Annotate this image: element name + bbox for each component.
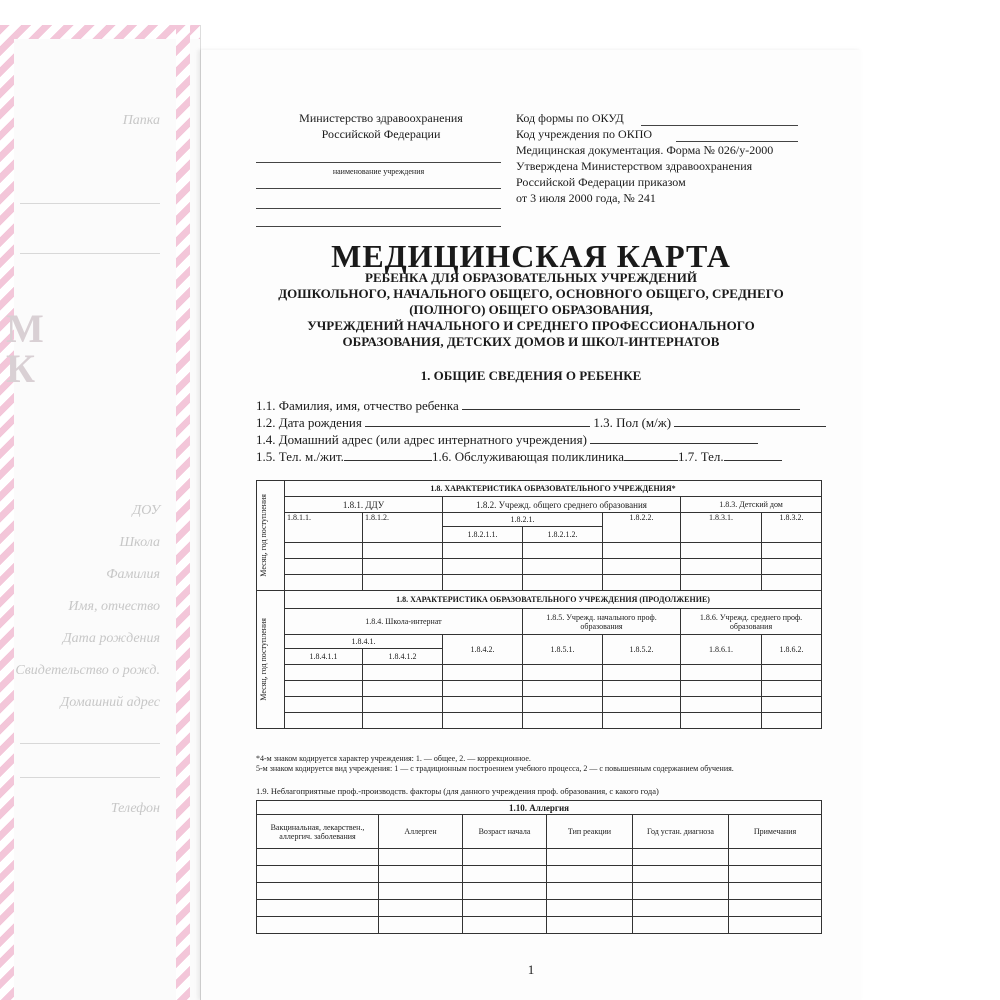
table-cell[interactable] <box>729 849 822 866</box>
table-cell[interactable] <box>443 559 523 575</box>
subtitle-line: (ПОЛНОГО) ОБЩЕГО ОБРАЗОВАНИЯ, <box>409 302 653 317</box>
table-cell[interactable] <box>633 849 729 866</box>
table-cell[interactable] <box>762 543 822 559</box>
table-cell[interactable] <box>363 559 443 575</box>
table-cell[interactable] <box>681 681 762 697</box>
table-cell[interactable] <box>463 883 547 900</box>
col-header: 1.8.4.1.1 <box>285 649 363 665</box>
group-header: 1.8.2. Учрежд. общего среднего образования <box>443 497 681 513</box>
col-header: 1.8.2.1.1. <box>443 527 523 543</box>
table-cell[interactable] <box>363 543 443 559</box>
subtitle-line: ОБРАЗОВАНИЯ, ДЕТСКИХ ДОМОВ И ШКОЛ-ИНТЕРНАТОВ <box>342 334 720 349</box>
left-page <box>0 25 201 1000</box>
col-header: 1.8.4.1. <box>285 635 443 649</box>
col-header: 1.8.5.1. <box>523 635 603 665</box>
table-cell[interactable] <box>363 697 443 713</box>
table-cell[interactable] <box>443 713 523 729</box>
table-cell[interactable] <box>363 575 443 591</box>
table-cell[interactable] <box>523 713 603 729</box>
table-cell[interactable] <box>547 900 633 917</box>
table-cell[interactable] <box>681 543 762 559</box>
birth-date-field[interactable] <box>365 414 590 427</box>
table-cell[interactable] <box>257 917 379 934</box>
table-cell[interactable] <box>547 849 633 866</box>
table-cell[interactable] <box>633 866 729 883</box>
ministry-block <box>261 110 501 142</box>
table-cell[interactable] <box>443 543 523 559</box>
table-cell[interactable] <box>285 681 363 697</box>
blank-line <box>256 188 501 189</box>
table-cell[interactable] <box>285 713 363 729</box>
table-cell[interactable] <box>729 917 822 934</box>
table-cell[interactable] <box>285 559 363 575</box>
month-year-label: Месяц, год поступления <box>259 618 268 701</box>
okud-label: Код формы по ОКУД <box>516 111 624 125</box>
group-header: 1.8.6. Учрежд. среднего проф. образования <box>681 609 822 635</box>
ghost-big-letter: М <box>6 306 44 351</box>
table-row <box>257 681 822 697</box>
table-cell[interactable] <box>379 917 463 934</box>
col-header: Тип реакции <box>547 815 633 849</box>
ghost-label: Школа <box>119 535 160 550</box>
table-cell[interactable] <box>547 883 633 900</box>
approved-line: от 3 июля 2000 года, № 241 <box>516 191 656 205</box>
col-header: Вакцинальная, лекарствен., аллергич. заболевания <box>257 815 379 849</box>
col-header: 1.8.3.2. <box>762 513 822 543</box>
okpo-label: Код учреждения по ОКПО <box>516 127 653 141</box>
table-cell[interactable] <box>285 575 363 591</box>
table-row <box>257 917 822 934</box>
ghost-line <box>20 777 160 778</box>
col-header: Примечания <box>729 815 822 849</box>
subtitle-line: РЕБЕНКА ДЛЯ ОБРАЗОВАТЕЛЬНЫХ УЧРЕЖДЕНИЙ <box>365 270 697 285</box>
table-cell[interactable] <box>523 697 603 713</box>
footnote: 5-м знаком кодируется вид учреждения: 1 — с традиционным построением учебного процесса, 2 — с повышенным содержанием обучения. <box>256 764 734 773</box>
table-cell[interactable] <box>603 713 681 729</box>
month-year-label: Месяц, год поступления <box>259 494 268 577</box>
table-cell[interactable] <box>257 866 379 883</box>
ghost-label: Папка <box>122 113 160 128</box>
field-row-1-2 <box>256 414 826 431</box>
table-title: 1.8. ХАРАКТЕРИСТИКА ОБРАЗОВАТЕЛЬНОГО УЧРЕЖДЕНИЯ (ПРОДОЛЖЕНИЕ) <box>285 591 822 609</box>
table-cell[interactable] <box>443 697 523 713</box>
group-header: 1.8.4. Школа-интернат <box>285 609 523 635</box>
field-label: 1.7. Тел. <box>677 449 724 464</box>
table-cell[interactable] <box>363 713 443 729</box>
ghost-line <box>20 203 160 204</box>
table-cell[interactable] <box>729 866 822 883</box>
blank-line <box>256 226 501 227</box>
table-cell[interactable] <box>633 917 729 934</box>
table-cell[interactable] <box>633 883 729 900</box>
table-row <box>257 575 822 591</box>
table-cell[interactable] <box>681 575 762 591</box>
table-cell[interactable] <box>523 559 603 575</box>
table-cell[interactable] <box>729 900 822 917</box>
institution-caption: наименование учреждения <box>332 167 425 176</box>
page-number: 1 <box>527 962 535 977</box>
table-cell[interactable] <box>603 665 681 681</box>
field-label: 1.4. Домашний адрес (или адрес интернатного учреждения) <box>256 432 587 447</box>
decorative-stripe <box>176 25 190 1000</box>
table-cell[interactable] <box>379 866 463 883</box>
okud-field[interactable] <box>641 125 798 126</box>
table-cell[interactable] <box>523 681 603 697</box>
table-title: 1.8. ХАРАКТЕРИСТИКА ОБРАЗОВАТЕЛЬНОГО УЧРЕЖДЕНИЯ* <box>285 481 822 497</box>
subtitle-line: УЧРЕЖДЕНИЙ НАЧАЛЬНОГО И СРЕДНЕГО ПРОФЕССИОНАЛЬНОГО <box>307 318 755 333</box>
col-header: Аллерген <box>379 815 463 849</box>
group-header: 1.8.1. ДДУ <box>285 497 443 513</box>
table-cell[interactable] <box>762 575 822 591</box>
ministry-line: Министерство здравоохранения <box>299 111 463 125</box>
ghost-big-letter: К <box>6 346 36 391</box>
doc-label: Медицинская документация. Форма № 026/у-2000 <box>516 143 774 157</box>
table-cell[interactable] <box>603 681 681 697</box>
field-label: 1.5. Тел. м./жит. <box>256 449 344 464</box>
field-row-1-4 <box>256 431 758 448</box>
col-header: 1.8.2.1.2. <box>523 527 603 543</box>
decorative-stripe <box>0 25 14 1000</box>
table-cell[interactable] <box>547 917 633 934</box>
table-row <box>257 665 822 681</box>
table-cell[interactable] <box>523 665 603 681</box>
table-cell[interactable] <box>762 559 822 575</box>
table-row <box>257 883 822 900</box>
table-cell[interactable] <box>463 900 547 917</box>
field-label: 1.3. Пол (м/ж) <box>593 415 672 430</box>
table-cell[interactable] <box>379 883 463 900</box>
col-header: 1.8.2.2. <box>603 513 681 543</box>
blank-line <box>256 208 501 209</box>
section-title: 1. ОБЩИЕ СВЕДЕНИЯ О РЕБЕНКЕ <box>420 368 642 383</box>
ghost-label: ДОУ <box>132 503 160 518</box>
table-cell[interactable] <box>603 543 681 559</box>
month-year-header <box>257 591 285 729</box>
group-header: 1.8.5. Учрежд. начального проф. образования <box>523 609 681 635</box>
month-year-header <box>257 481 285 591</box>
table-cell[interactable] <box>633 900 729 917</box>
approved-line: Утверждена Министерством здравоохранения <box>516 159 753 173</box>
table-cell[interactable] <box>681 665 762 681</box>
table-row <box>257 713 822 729</box>
okpo-field[interactable] <box>676 141 798 142</box>
table-cell[interactable] <box>603 575 681 591</box>
table-cell[interactable] <box>762 681 822 697</box>
table-cell[interactable] <box>681 713 762 729</box>
table-row <box>257 900 822 917</box>
col-header: Возраст начала <box>463 815 547 849</box>
child-name-field[interactable] <box>462 397 800 410</box>
institution-line <box>256 162 501 163</box>
ghost-label: Фамилия <box>106 567 160 582</box>
approved-line: Российской Федерации приказом <box>516 175 686 189</box>
col-header: 1.8.3.1. <box>681 513 762 543</box>
table-cell[interactable] <box>603 559 681 575</box>
table-cell[interactable] <box>463 849 547 866</box>
table-cell[interactable] <box>379 900 463 917</box>
table-cell[interactable] <box>762 697 822 713</box>
col-header: Год устан. диагноза <box>633 815 729 849</box>
table-row <box>257 849 822 866</box>
table-cell[interactable] <box>285 543 363 559</box>
table-cell[interactable] <box>523 575 603 591</box>
field-label: 1.2. Дата рождения <box>256 415 362 430</box>
table-cell[interactable] <box>681 559 762 575</box>
ghost-line <box>20 253 160 254</box>
table-cell[interactable] <box>603 697 681 713</box>
table-cell[interactable] <box>681 697 762 713</box>
ghost-label: Имя, отчество <box>68 599 160 614</box>
form-page <box>200 50 861 1000</box>
institution-table <box>256 480 822 729</box>
table-cell[interactable] <box>443 681 523 697</box>
document-subtitle <box>221 270 841 350</box>
subtitle-line: ДОШКОЛЬНОГО, НАЧАЛЬНОГО ОБЩЕГО, ОСНОВНОГО ОБЩЕГО, СРЕДНЕГО <box>278 286 784 301</box>
ghost-label: Домашний адрес <box>60 695 160 710</box>
table-cell[interactable] <box>729 883 822 900</box>
col-header: 1.8.4.1.2 <box>363 649 443 665</box>
table-cell[interactable] <box>523 543 603 559</box>
col-header: 1.8.2.1. <box>443 513 603 527</box>
decorative-stripe <box>0 25 200 39</box>
table-cell[interactable] <box>285 697 363 713</box>
clinic-phone-field[interactable] <box>724 448 782 461</box>
ghost-label: Свидетельство о рожд. <box>15 663 160 678</box>
field-row-1-1 <box>256 397 800 414</box>
table-cell[interactable] <box>379 849 463 866</box>
table-row <box>257 543 822 559</box>
table-cell[interactable] <box>463 866 547 883</box>
sex-field[interactable] <box>674 414 826 427</box>
table-cell[interactable] <box>762 665 822 681</box>
home-phone-field[interactable] <box>344 448 432 461</box>
ghost-label: Телефон <box>110 801 160 816</box>
table-cell[interactable] <box>257 849 379 866</box>
clinic-field[interactable] <box>624 448 678 461</box>
col-header: 1.8.5.2. <box>603 635 681 665</box>
field-label: 1.6. Обслуживающая поликлиника <box>431 449 624 464</box>
ghost-label: Дата рождения <box>62 631 160 646</box>
col-header: 1.8.1.1. <box>285 513 363 543</box>
table-cell[interactable] <box>762 713 822 729</box>
table-row <box>257 697 822 713</box>
field-label: 1.1. Фамилия, имя, отчество ребенка <box>256 398 459 413</box>
table-cell[interactable] <box>285 665 363 681</box>
table-row <box>257 559 822 575</box>
footnote: *4-м знаком кодируется характер учреждения: 1. — общее, 2. — коррекционное. <box>256 754 531 763</box>
table-cell[interactable] <box>443 665 523 681</box>
field-row-1-5 <box>256 448 782 465</box>
col-header: 1.8.4.2. <box>443 635 523 665</box>
table-cell[interactable] <box>363 681 443 697</box>
ghost-line <box>20 743 160 744</box>
group-header: 1.8.3. Детский дом <box>681 497 822 513</box>
ministry-line: Российской Федерации <box>321 127 441 141</box>
allergy-table <box>256 800 822 934</box>
footnote-1-9: 1.9. Неблагоприятные проф.-производств. факторы (для данного учреждения проф. образования, с какого года) <box>256 786 659 796</box>
table-title: 1.10. Аллергия <box>257 801 822 815</box>
col-header: 1.8.6.2. <box>762 635 822 665</box>
document-title: МЕДИЦИНСКАЯ КАРТА <box>331 238 731 274</box>
address-field[interactable] <box>590 431 758 444</box>
table-cell[interactable] <box>547 866 633 883</box>
table-cell[interactable] <box>363 665 443 681</box>
col-header: 1.8.1.2. <box>363 513 443 543</box>
table-cell[interactable] <box>257 883 379 900</box>
table-row <box>257 866 822 883</box>
table-cell[interactable] <box>257 900 379 917</box>
table-cell[interactable] <box>443 575 523 591</box>
col-header: 1.8.6.1. <box>681 635 762 665</box>
table-cell[interactable] <box>463 917 547 934</box>
